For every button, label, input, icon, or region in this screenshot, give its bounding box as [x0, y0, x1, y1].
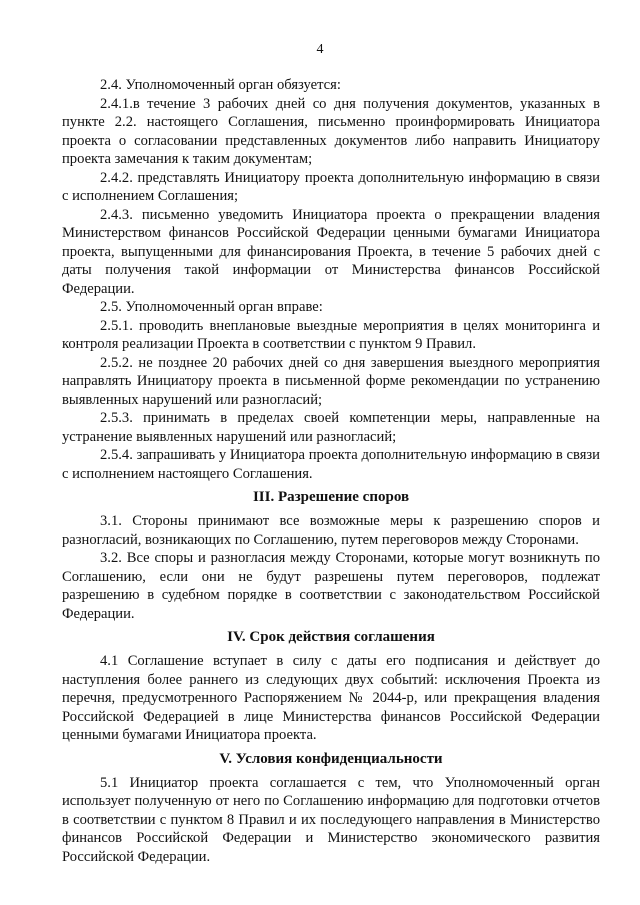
paragraph-4-1: 4.1 Соглашение вступает в силу с даты его подписания и действует до наступления более раннего из следующих двух событий: исключения Проекта из перечня, предусмотренного Распоряжением № 2044-р, или прекращения владения Российской Федерацией в лице Министерства финансов Российской Федерации ценными бумагами Инициатора проекта. — [62, 653, 600, 743]
paragraph-5-1: 5.1 Инициатор проекта соглашается с тем, что Уполномоченный орган использует полученную от него по Соглашению информацию для подготовки отчетов в соответствии с пунктом 8 Правил и их последующего направления в Министерство финансов Российской Федерации и Министерство экономического развития Российской Федерации. — [62, 774, 600, 865]
paragraph-2-4-3: 2.4.3. письменно уведомить Инициатора проекта о прекращении владения Министерством финансов Российской Федерации ценными бумагами Инициатора проекта, выпущенными для финансирования Проекта, в течение 5 рабочих дней с даты получения такой информации от Министерства финансов Российской Федерации. — [62, 206, 600, 297]
paragraph-2-5: 2.5. Уполномоченный орган вправе: — [100, 299, 323, 315]
document-body — [62, 76, 600, 866]
paragraph-2-5-4: 2.5.4. запрашивать у Инициатора проекта дополнительную информацию в связи с исполнением настоящего Соглашения. — [62, 447, 600, 482]
section-heading-term: IV. Срок действия соглашения — [227, 629, 435, 645]
page-number: 4 — [316, 42, 324, 57]
paragraph-2-5-1: 2.5.1. проводить внеплановые выездные мероприятия в целях мониторинга и контроля реализации Проекта в соответствии с пунктом 9 Правил. — [62, 317, 600, 352]
paragraph-3-2: 3.2. Все споры и разногласия между Сторонами, которые могут возникнуть по Соглашению, если они не будут разрешены путем переговоров, подлежат разрешению в судебном порядке в соответствии с законодательством Российской Федерации. — [62, 550, 600, 622]
section-heading-confidentiality: V. Условия конфиденциальности — [219, 750, 443, 767]
paragraph-2-4-2: 2.4.2. представлять Инициатору проекта дополнительную информацию в связи с исполнением Соглашения; — [62, 169, 600, 204]
paragraph-2-5-3: 2.5.3. принимать в пределах своей компетенции меры, направленные на устранение выявленных нарушений или разногласий; — [62, 410, 600, 445]
paragraph-2-4: 2.4. Уполномоченный орган обязуется: — [100, 77, 341, 93]
paragraph-2-4-1: 2.4.1.в течение 3 рабочих дней со дня получения документов, указанных в пункте 2.2. настоящего Соглашения, письменно проинформировать Инициатора проекта о согласовании представленных документов либо направить Инициатору проекта замечания к таким документам; — [62, 95, 600, 167]
paragraph-3-1: 3.1. Стороны принимают все возможные меры к разрешению споров и разногласий, возникающих по Соглашению, путем переговоров между Сторонами. — [62, 513, 600, 548]
paragraph-2-5-2: 2.5.2. не позднее 20 рабочих дней со дня завершения выездного мероприятия направлять Инициатору проекта в письменной форме рекомендации по устранению выявленных нарушений или разногласий; — [62, 354, 600, 408]
section-heading-disputes: III. Разрешение споров — [252, 489, 410, 505]
